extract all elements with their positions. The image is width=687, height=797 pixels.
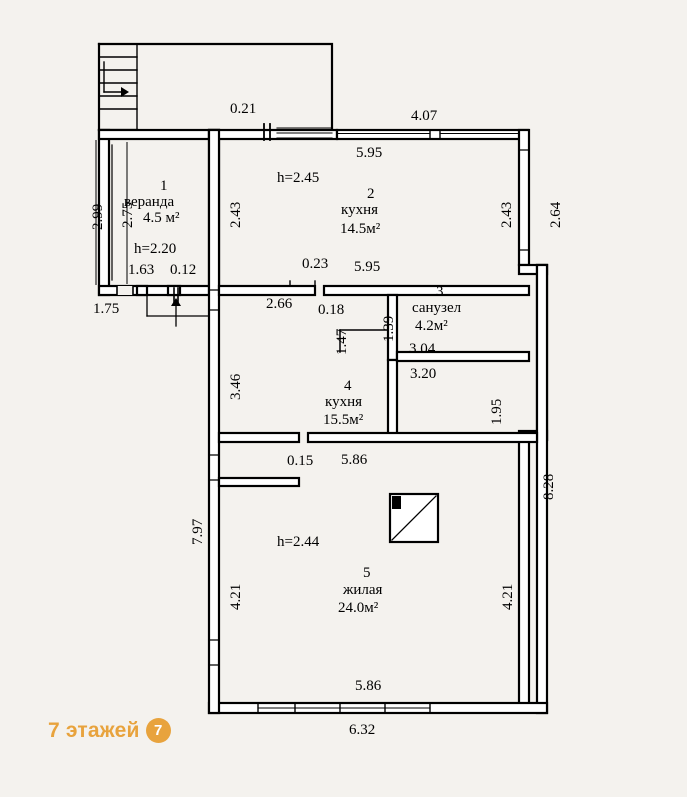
room-5-name: жилая	[343, 582, 383, 598]
room-3-number: 3	[436, 284, 444, 300]
dimension-1-39: 1.39	[381, 315, 397, 342]
room-1-name: веранда	[124, 194, 175, 210]
dimension-5-86-bottom: 5.86	[355, 678, 382, 694]
room-5-height: h=2.44	[277, 534, 320, 550]
dimension-3-04: 3.04	[409, 341, 436, 357]
dimension-1-75: 1.75	[93, 301, 120, 317]
watermark-badge-icon: 7	[146, 718, 171, 743]
dimension-1-47: 1.47	[334, 328, 350, 355]
room-1-number: 1	[160, 178, 168, 194]
room-4-area: 15.5м²	[323, 412, 364, 428]
dimension-0-21: 0.21	[230, 101, 257, 117]
room-5-number: 5	[363, 565, 371, 581]
dimension-3-20: 3.20	[410, 366, 437, 382]
dimension-2-43-right: 2.43	[499, 201, 515, 228]
dimension-0-18: 0.18	[318, 302, 345, 318]
room-5-area: 24.0м²	[338, 600, 379, 616]
dimension-5-95-top: 5.95	[356, 145, 383, 161]
room-2-name: кухня	[341, 202, 379, 218]
dimension-2-75: 2.75	[120, 201, 136, 228]
dimension-2-43-left: 2.43	[228, 201, 244, 228]
watermark	[48, 718, 171, 743]
dimension-6-32: 6.32	[349, 722, 376, 738]
dimension-0-23: 0.23	[302, 256, 329, 272]
room-4-number: 4	[344, 378, 352, 394]
room-3-name: санузел	[412, 300, 462, 316]
dimension-2-64: 2.64	[548, 201, 564, 228]
dimension-2-99: 2.99	[90, 203, 106, 230]
dimension-4-21-left: 4.21	[228, 583, 244, 610]
dimension-8-28: 8.28	[541, 473, 557, 500]
room-4-name: кухня	[325, 394, 363, 410]
dimension-5-95-mid: 5.95	[354, 259, 381, 275]
dimension-1-63: 1.63	[128, 262, 155, 278]
dimension-1-95: 1.95	[489, 398, 505, 425]
room-2-area: 14.5м²	[340, 221, 381, 237]
dimension-4-21-right: 4.21	[500, 583, 516, 610]
watermark-text: 7 этажей	[48, 718, 140, 742]
room-2-height: h=2.45	[277, 170, 320, 186]
room-1-height: h=2.20	[134, 241, 177, 257]
dimension-0-12: 0.12	[170, 262, 197, 278]
dimension-4-07: 4.07	[411, 108, 438, 124]
dimension-7-97: 7.97	[190, 518, 206, 545]
dimension-5-86-mid: 5.86	[341, 452, 368, 468]
room-2-number: 2	[367, 186, 375, 202]
room-1-area: 4.5 м²	[143, 210, 180, 226]
dimension-2-66: 2.66	[266, 296, 293, 312]
dimension-0-15: 0.15	[287, 453, 314, 469]
dimension-3-46: 3.46	[228, 373, 244, 400]
room-3-area: 4.2м²	[415, 318, 448, 334]
